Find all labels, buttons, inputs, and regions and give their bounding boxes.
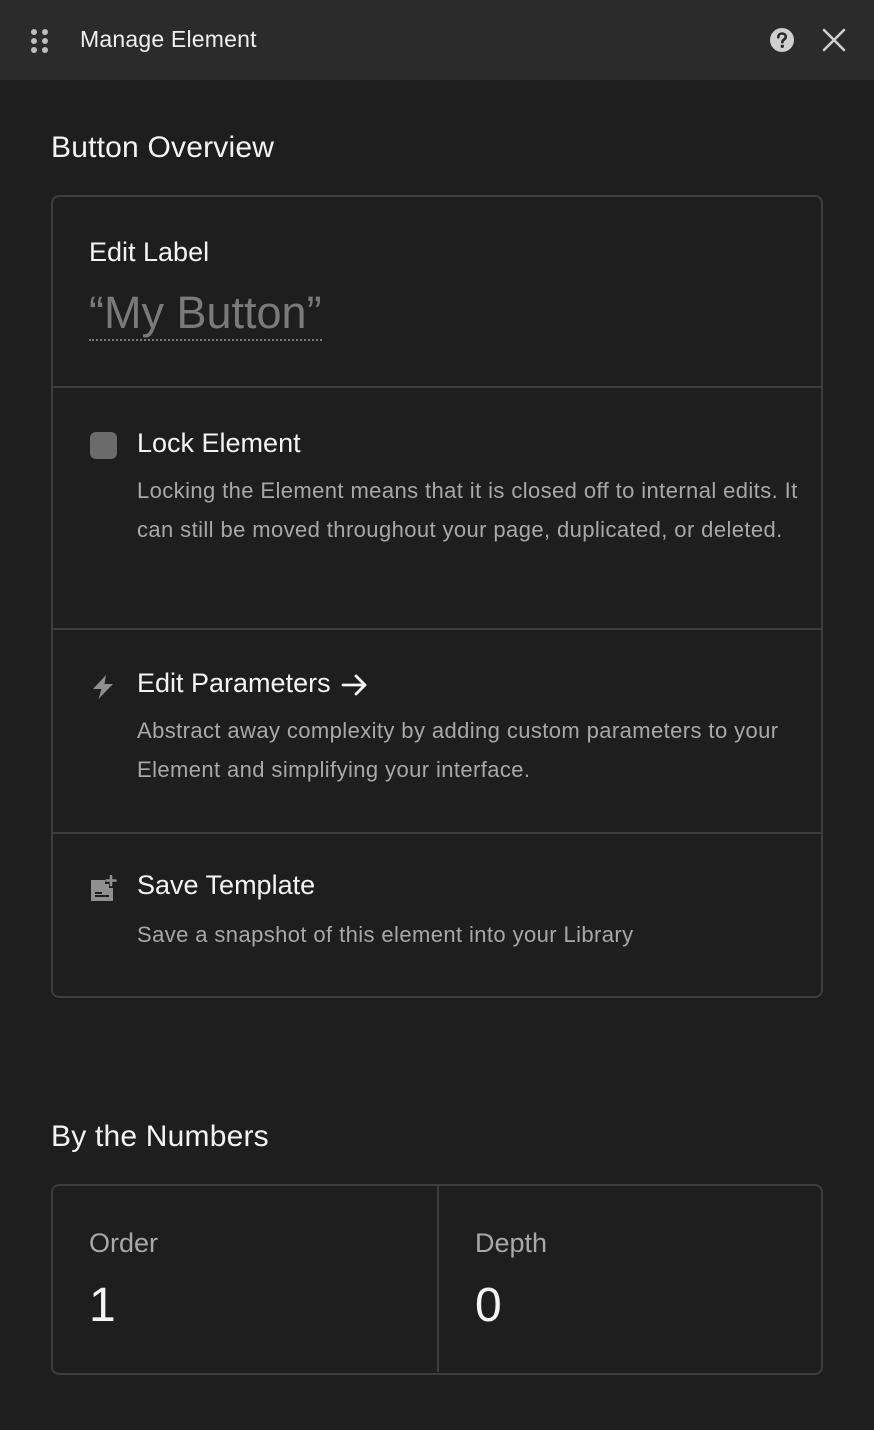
edit-parameters-description: Abstract away complexity by adding custom parameters to your Element and simplifying your interface.: [137, 718, 779, 782]
lock-element-title[interactable]: Lock Element: [137, 428, 301, 458]
lock-element-row: [53, 388, 821, 628]
order-value: 1: [89, 1279, 116, 1332]
edit-parameters-title[interactable]: [137, 668, 369, 699]
save-template-title[interactable]: Save Template: [137, 870, 316, 900]
lock-checkbox[interactable]: [90, 432, 117, 459]
add-to-library-icon: [89, 875, 117, 903]
order-label: Order: [89, 1228, 159, 1258]
stat-order: [53, 1186, 437, 1372]
edit-label-row: [53, 197, 821, 386]
depth-label: Depth: [475, 1228, 548, 1258]
arrow-right-icon: [341, 673, 369, 697]
lightning-icon: [89, 673, 117, 701]
close-icon[interactable]: [822, 28, 846, 52]
drag-handle-icon[interactable]: [30, 28, 50, 54]
label-input[interactable]: “My Button”: [89, 287, 322, 341]
depth-value: 0: [475, 1279, 502, 1332]
edit-parameters-label: Edit Parameters: [137, 668, 331, 698]
edit-parameters-row[interactable]: [53, 630, 821, 832]
help-icon[interactable]: [769, 27, 795, 53]
section-title-numbers: By the Numbers: [51, 1120, 269, 1153]
window-title: Manage Element: [80, 26, 257, 52]
save-template-description: Save a snapshot of this element into your Library: [137, 922, 634, 947]
stat-depth: [439, 1186, 823, 1372]
edit-label-heading: Edit Label: [89, 237, 210, 267]
numbers-card: [51, 1184, 823, 1375]
overview-card: [51, 195, 823, 998]
section-title-overview: Button Overview: [51, 131, 275, 164]
title-bar: [0, 0, 874, 80]
save-template-row[interactable]: [53, 834, 821, 998]
lock-element-description: Locking the Element means that it is closed off to internal edits. It can still be moved throughout your page, duplicated, or deleted.: [137, 478, 798, 542]
